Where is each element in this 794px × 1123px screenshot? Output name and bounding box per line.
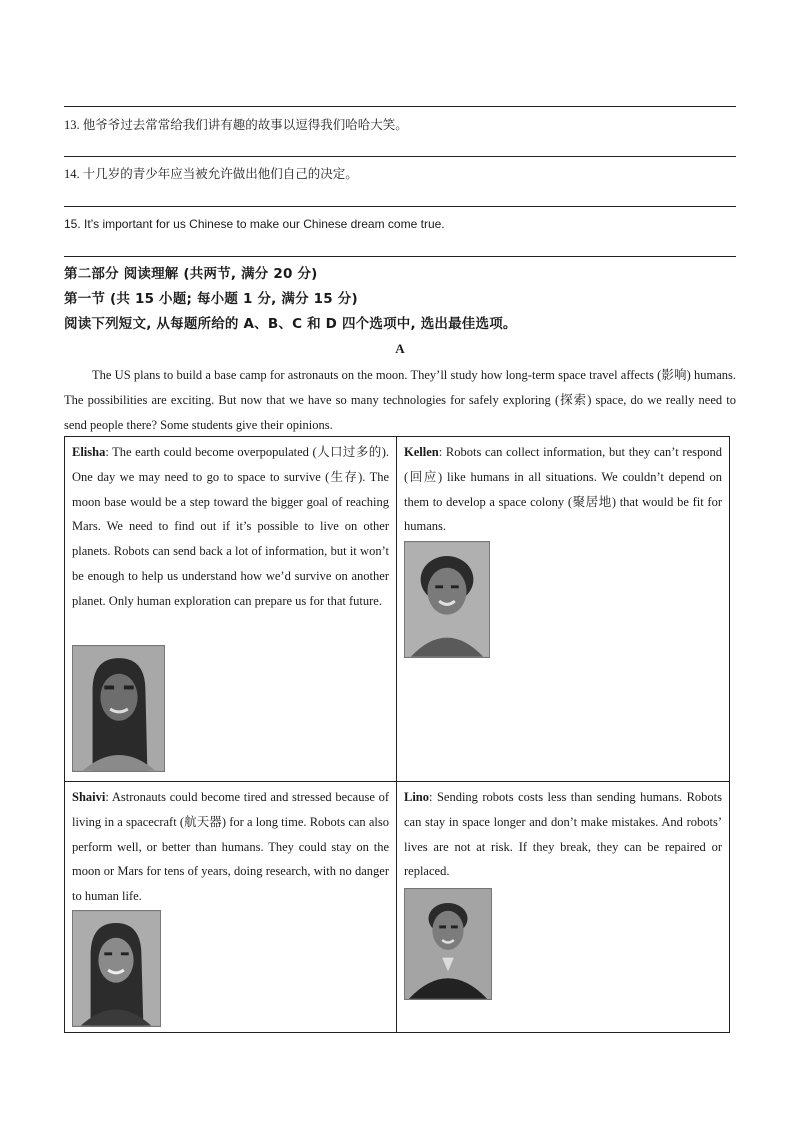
portrait-boy-icon bbox=[405, 542, 489, 657]
portrait-image bbox=[72, 910, 161, 1027]
opinion-text bbox=[404, 440, 722, 539]
instruction: 阅读下列短文, 从每题所给的 A、B、C 和 D 四个选项中, 选出最佳选项。 bbox=[64, 316, 517, 332]
opinion-text bbox=[404, 785, 722, 884]
answer-rule-15 bbox=[64, 256, 736, 257]
part-title: 第二部分 阅读理解 (共两节, 满分 20 分) bbox=[64, 266, 318, 282]
opinion-body: : Sending robots costs less than sending humans. Robots can stay in space longer and don’t make mistakes. And robots’ lives are not at risk. If they break, they can be repaired or replaced. bbox=[404, 790, 722, 879]
passage-intro bbox=[64, 363, 736, 438]
opinions-table bbox=[64, 436, 730, 1033]
opinion-body: : The earth could become overpopulated (人口过多的). One day we may need to go to space to survive (生存). The moon base would be a step toward the bigger goal of reaching Mars. We need to find out if it’s possible to live on other planets. Robots can send back a lot of information, but it won’t be enough to help us understand how we’d survive on another planet. Only human exploration can prepare us for that future. bbox=[72, 445, 389, 608]
translation-item-14: 14. 十几岁的青少年应当被允许做出他们自己的决定。 bbox=[64, 167, 358, 181]
answer-rule-13 bbox=[64, 156, 736, 157]
opinion-cell-kellen bbox=[397, 437, 729, 782]
portrait-long-hair-icon bbox=[73, 646, 164, 771]
portrait-image bbox=[404, 541, 490, 658]
opinion-name: Shaivi bbox=[72, 790, 106, 804]
opinion-cell-elisha bbox=[65, 437, 397, 782]
translation-item-15: 15. It’s important for us Chinese to make our Chinese dream come true. bbox=[64, 217, 445, 231]
opinion-cell-shaivi bbox=[65, 782, 397, 1032]
opinion-name: Lino bbox=[404, 790, 430, 804]
portrait-girl-icon bbox=[73, 911, 160, 1026]
opinion-text bbox=[72, 785, 389, 909]
opinion-text bbox=[72, 440, 389, 614]
opinion-body: : Astronauts could become tired and stressed because of living in a spacecraft (航天器) for a long time. Robots can also perform well, or better than humans. They could stay on the moon or Mars for tens of years, doing research, with no danger to human life. bbox=[72, 790, 389, 904]
opinion-body: : Robots can collect information, but they can’t respond (回应) like humans in all situations. We couldn’t depend on them to develop a space colony (聚居地) that would be fit for humans. bbox=[404, 445, 722, 534]
opinion-name: Kellen bbox=[404, 445, 439, 459]
portrait-image bbox=[404, 888, 492, 1000]
answer-rule-top bbox=[64, 106, 736, 107]
portrait-image bbox=[72, 645, 165, 772]
opinion-cell-lino bbox=[397, 782, 729, 1032]
sub-title: 第一节 (共 15 小题; 每小题 1 分, 满分 15 分) bbox=[64, 291, 358, 307]
passage-intro-text: The US plans to build a base camp for astronauts on the moon. They’ll study how long-term space travel affects (影响) humans. The possibilities are exciting. But now that we have so many technologies for safely exploring (探索) space, do we really need to send people there? Some students give their opinions. bbox=[64, 368, 736, 432]
opinion-name: Elisha bbox=[72, 445, 106, 459]
portrait-boy-suit-icon bbox=[405, 889, 491, 999]
answer-rule-14 bbox=[64, 206, 736, 207]
translation-item-13: 13. 他爷爷过去常常给我们讲有趣的故事以逗得我们哈哈大笑。 bbox=[64, 118, 408, 132]
passage-label: A bbox=[395, 341, 405, 356]
